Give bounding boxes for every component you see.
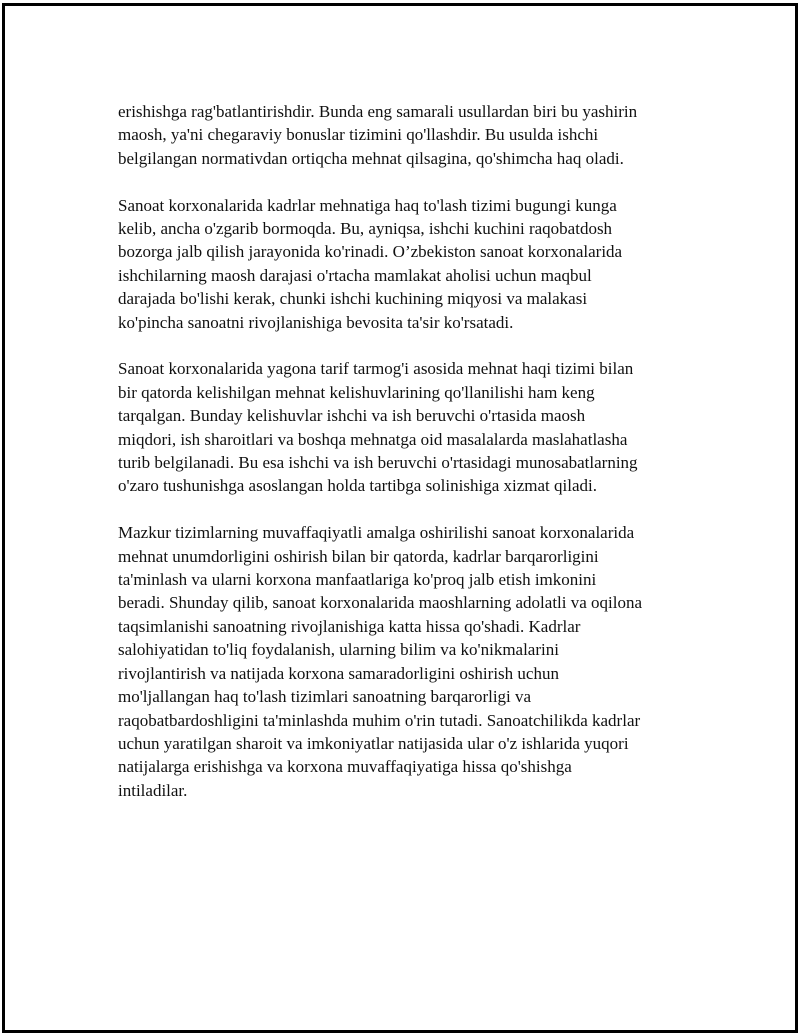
paragraph-2: Sanoat korxonalarida kadrlar mehnatiga haq to'lash tizimi bugungi kunga kelib, ancha o'zgarib bormoqda. Bu, ayniqsa, ishchi kuchini raqobatdosh bozorga jalb qilish jarayonida ko'rinadi. O’zbekiston sanoat korxonalarida ishchilarning maosh darajasi o'rtacha mamlakat aholisi uchun maqbul darajada bo'lishi kerak, chunki ishchi kuchining miqyosi va malakasi ko'pincha sanoatni rivojlanishiga bevosita ta'sir ko'rsatadi. xyxy=(118,195,623,332)
paragraph-3: Sanoat korxonalarida yagona tarif tarmog'i asosida mehnat haqi tizimi bilan bir qatorda kelishilgan mehnat kelishuvlarining qo'llanilishi ham keng tarqalgan. Bunday kelishuvlar ishchi va ish beruvchi o'rtasida maosh miqdori, ish sharoitlari va boshqa mehnatga oid masalalarda maslahatlasha turib belgilanadi. Bu esa ishchi va ish beruvchi o'rtasidagi munosabatlarning o'zaro tushunishga asoslangan holda tartibga solinishiga xizmat qiladi. xyxy=(118,359,638,496)
document-body xyxy=(118,100,708,826)
paragraph-4: Mazkur tizimlarning muvaffaqiyatli amalga oshirilishi sanoat korxonalarida mehnat unumdorligini oshirish bilan bir qatorda, kadrlar barqarorligini ta'minlash va ularni korxona manfaatlariga ko'proq jalb etish imkonini beradi. Shunday qilib, sanoat korxonalarida maoshlarning adolatli va oqilona taqsimlanishi sanoatning rivojlanishiga katta hissa qo'shadi. Kadrlar salohiyatidan to'liq foydalanish, ularning bilim va ko'nikmalarini rivojlantirish va natijada korxona samaradorligini oshirish uchun mo'ljallangan haq to'lash tizimlari sanoatning barqarorligi va raqobatbardoshligini ta'minlashda muhim o'rin tutadi. Sanoatchilikda kadrlar uchun yaratilgan sharoit va imkoniyatlar natijasida ular o'z ishlarida yuqori natijalarga erishishga va korxona muvaffaqiyatiga hissa qo'shishga intiladilar. xyxy=(118,523,643,800)
paragraph-1: erishishga rag'batlantirishdir. Bunda eng samarali usullardan biri bu yashirin maosh, ya'ni chegaraviy bonuslar tizimini qo'llashdir. Bu usulda ishchi belgilangan normativdan ortiqcha mehnat qilsagina, qo'shimcha haq oladi. xyxy=(118,102,638,168)
page-frame xyxy=(2,3,798,1033)
